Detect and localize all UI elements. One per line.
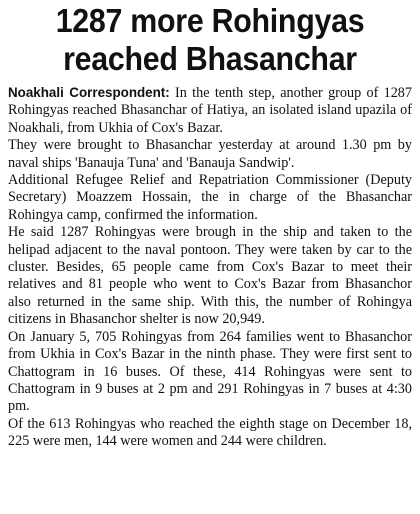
article-body — [8, 84, 412, 451]
paragraph-4: He said 1287 Rohingyas were brough in the ship and taken to the helipad adjacent to the naval pontoon. They were taken by car to the cluster. Besides, 65 people came from Cox's Bazar to meet their relatives and 81 people who went to Cox's Bazar from Bhasanchor also returned in the same ship. With this, the number of Rohingya citizens in Bhasanchor shelter is now 20,949. — [8, 224, 412, 328]
paragraph-2: They were brought to Bhasanchar yesterday at around 1.30 pm by naval ships 'Banauja Tuna' and 'Banauja Sandwip'. — [8, 137, 412, 171]
paragraph-1 — [8, 84, 412, 137]
headline-line-2: reached Bhasanchar — [63, 40, 357, 77]
paragraph-6: Of the 613 Rohingyas who reached the eighth stage on December 18, 225 were men, 144 were women and 244 were children. — [8, 415, 412, 450]
article-headline — [24, 2, 396, 78]
headline-line-1: 1287 more Rohingyas — [55, 2, 365, 39]
paragraph-1-text: In the tenth step, another group of 1287 Rohingyas reached Bhasanchar of Hatiya, an isolated island upazila of Noakhali, from Ukhia of Cox's Bazar. — [8, 85, 412, 136]
paragraph-5: On January 5, 705 Rohingyas from 264 families went to Bhasanchor from Ukhia in Cox's Bazar in the ninth phase. They were first sent to Chattogram in 16 buses. Of these, 414 Rohingyas were sent to Chattogram in 9 buses at 2 pm and 291 Rohingyas in 7 buses at 4:30 pm. — [8, 328, 412, 415]
byline: Noakhali Correspondent: — [8, 85, 170, 100]
paragraph-3: Additional Refugee Relief and Repatriation Commissioner (Deputy Secretary) Moazzem Hossain, the in charge of the Bhasanchar Rohingya camp, confirmed the information. — [8, 172, 412, 223]
